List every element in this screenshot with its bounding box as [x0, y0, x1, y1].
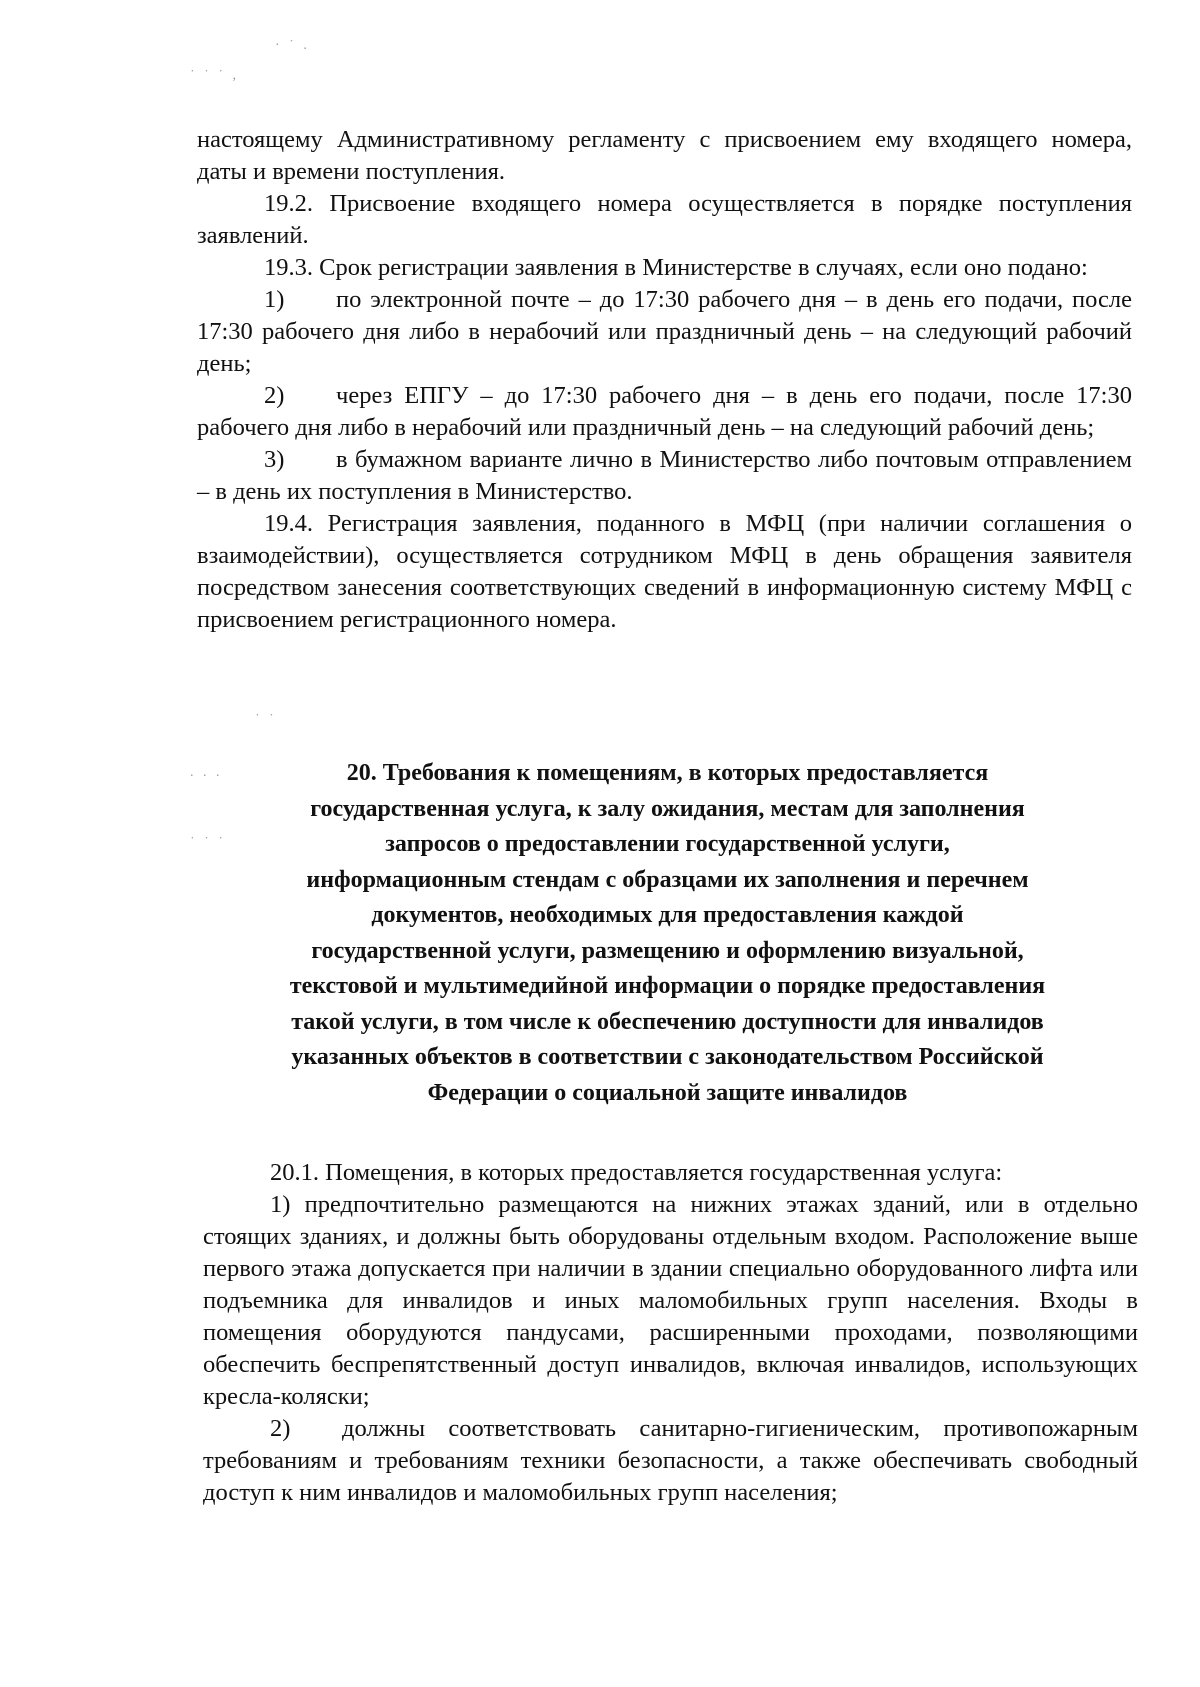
heading-line: запросов о предоставлении государственной услуги,	[385, 831, 950, 857]
paragraph-19-4: 19.4. Регистрация заявления, поданного в МФЦ (при наличии соглашения о взаимодействии), осуществляется сотрудником МФЦ в день обращения заявителя посредством занесения соответствующих сведений в информационную систему МФЦ с присвоением регистрационного номера.	[197, 510, 1132, 633]
list-item-text: в бумажном варианте лично в Министерство либо почтовым отправлением – в день их поступления в Министерство.	[197, 446, 1132, 505]
heading-line: информационным стендам с образцами их заполнения и перечнем	[306, 866, 1029, 893]
scan-artifact: . . .	[190, 765, 223, 780]
bottom-text-block	[203, 1157, 1138, 1509]
scan-artifact: ˙ ˙ ˙	[190, 835, 226, 850]
paragraph-20-1: 20.1. Помещения, в которых предоставляется государственная услуга:	[270, 1159, 1003, 1186]
list-item-number: 2)	[270, 1415, 291, 1442]
heading-line: 20. Требования к помещениям, в которых предоставляется	[346, 760, 989, 786]
list-item	[203, 1413, 1138, 1509]
heading-line: государственная услуга, к залу ожидания, местам для заполнения	[310, 795, 1025, 822]
heading-line: текстовой и мультимедийной информации о порядке предоставления	[289, 973, 1046, 999]
top-text-block	[197, 124, 1132, 636]
list-item-text: через ЕПГУ – до 17:30 рабочего дня – в день его подачи, после 17:30 рабочего дня либо в нерабочий или праздничный день – на следующий рабочий день;	[197, 382, 1132, 441]
paragraph-20-1-item-1: 1) предпочтительно размещаются на нижних этажах зданий, или в отдельно стоящих зданиях, и должны быть оборудованы отдельным входом. Расположение выше первого этажа допускается при наличии в здании специально оборудованного лифта или подъемника для инвалидов и иных маломобильных групп населения. Входы в помещения оборудуются пандусами, расширенными проходами, позволяющими обеспечить беспрепятственный доступ инвалидов, включая инвалидов, использующих кресла-коляски;	[203, 1191, 1138, 1410]
heading-line: указанных объектов в соответствии с законодательством Российской	[291, 1044, 1044, 1070]
list-item	[197, 284, 1132, 380]
scan-artifact: ˙ ˙ ˙ ,	[190, 68, 239, 83]
paragraph-continuation: настоящему Административному регламенту с присвоением ему входящего номера, даты и времени поступления.	[197, 126, 1132, 185]
list-item-number: 1)	[264, 286, 285, 313]
list-item-text: должны соответствовать санитарно-гигиеническим, противопожарным требованиям и требованиям техники безопасности, а также обеспечивать свободный доступ к ним инвалидов и маломобильных групп населения;	[203, 1415, 1138, 1506]
heading-line: Федерации о социальной защите инвалидов	[427, 1079, 908, 1106]
paragraph-19-2: 19.2. Присвоение входящего номера осуществляется в порядке поступления заявлений.	[197, 190, 1132, 249]
section-20-heading	[200, 756, 1135, 1111]
list-item-number: 3)	[264, 446, 285, 473]
heading-line: документов, необходимых для предоставления каждой	[371, 902, 964, 928]
scan-artifact: ˙ ˙	[255, 712, 277, 727]
heading-line: государственной услуги, размещению и оформлению визуальной,	[311, 937, 1024, 964]
heading-line: такой услуги, в том числе к обеспечению доступности для инвалидов	[291, 1008, 1044, 1035]
list-item	[197, 444, 1132, 508]
paragraph-19-3: 19.3. Срок регистрации заявления в Министерстве в случаях, если оно подано:	[264, 254, 1088, 281]
scan-artifact: · ˙ .	[275, 38, 310, 53]
list-item-text: по электронной почте – до 17:30 рабочего дня – в день его подачи, после 17:30 рабочего дня либо в нерабочий или праздничный день – на следующий рабочий день;	[197, 286, 1132, 377]
list-item-number: 2)	[264, 382, 285, 409]
list-item	[197, 380, 1132, 444]
